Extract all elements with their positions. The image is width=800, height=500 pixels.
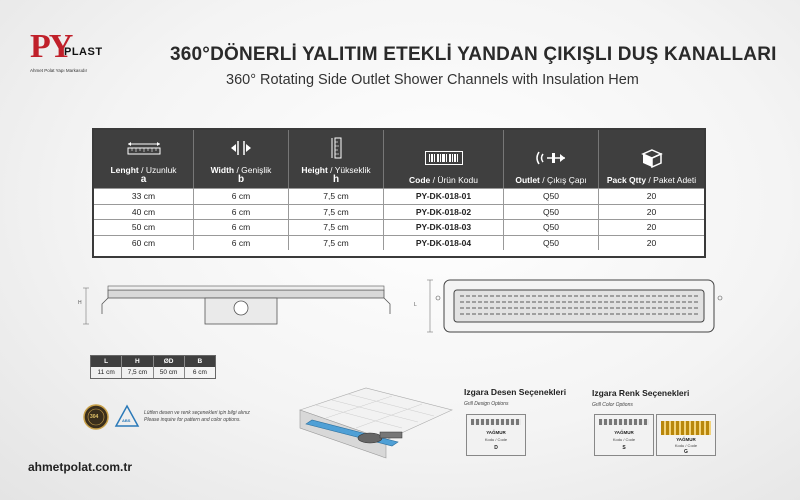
grill-color-code-label: Kodu / Code [674,443,698,448]
cell-height: 7,5 cm [289,189,384,204]
header-width [194,130,289,188]
note-text [144,410,304,424]
header-outlet [504,130,599,188]
grill-gold-swatch [661,421,711,435]
logo-word: PLAST [64,46,103,58]
table-row [94,204,704,220]
cell-pack: 20 [646,191,657,202]
ruler-icon [126,137,162,159]
cell-outlet: Q50 [504,236,599,251]
header-pack-en: Pack Qtty [606,175,647,185]
cell-pack: 20 [646,237,657,248]
height-ruler-icon [329,137,343,159]
abs-recycle-icon [116,406,138,426]
cell-code: PY-DK-018-02 [384,205,504,220]
note-tr: Lütfen desen ve renk seçenekleri için bilgi alınız [144,410,250,416]
header-height-en: Height [301,165,328,175]
cell-outlet: Q50 [504,220,599,235]
header-length-letter: a [140,174,147,185]
logo-subtitle: Ahmet Polat Yapı Markasıdır [30,68,88,73]
cell-outlet: Q50 [504,205,599,220]
dim-header-l: L [91,356,122,367]
header-code-en: Code [409,175,431,185]
header-length [94,130,194,188]
grill-design-name: YAĞMUR [486,430,506,435]
dimension-table [90,355,216,379]
table-row [94,235,704,251]
material-badges [82,402,142,432]
table-row [94,219,704,235]
header-length-tr: / Uzunluk [138,165,177,175]
logo-mark: PY [30,28,72,65]
grill-color-code-label: Kodu / Code [612,437,636,442]
header-pack [599,130,704,188]
grill-design-subtitle: Grill Design Options [464,401,509,407]
cell-outlet: Q50 [504,189,599,204]
badge-abs-label: ABS [122,418,131,423]
table-row [94,188,704,204]
header-pack-tr: / Paket Adeti [646,175,697,185]
grill-design-code-label: Kodu / Code [484,437,508,442]
cell-height: 7,5 cm [289,205,384,220]
grill-color-option-gold[interactable] [656,414,716,456]
cell-width: 6 cm [194,205,289,220]
grill-color-name: YAĞMUR [676,437,696,442]
grill-color-subtitle: Grill Color Options [592,402,633,408]
header-width-en: Width [210,165,235,175]
cell-pack: 20 [646,206,657,217]
top-view-drawing [420,272,730,342]
grill-color-option-steel[interactable] [594,414,654,456]
note-en: Please inquire for pattern and color options. [144,417,241,423]
header-height [289,130,384,188]
dim-header-b: B [197,358,203,365]
grill-design-code: D [494,445,498,451]
dim-header-h: H [122,356,153,367]
width-arrows-icon [229,137,253,159]
header-length-en: Lenght [110,165,139,175]
dim-header-d: ØD [154,356,185,367]
dim-value-d: 50 cm [154,367,185,378]
grill-pattern-swatch [471,419,521,425]
dim-value-h: 7,5 cm [122,367,153,378]
dim-value-l: 11 cm [91,367,122,378]
header-height-letter: h [332,174,340,185]
barcode-icon [425,147,463,169]
cell-height: 7,5 cm [289,220,384,235]
installation-illustration [296,380,456,460]
top-length-label: L [414,302,417,308]
header-height-tr: / Yükseklik [327,165,371,175]
cell-code: PY-DK-018-03 [384,220,504,235]
grill-color-name: YAĞMUR [614,430,634,435]
grill-color-code: S [622,445,626,451]
side-height-label: H [78,300,82,306]
cell-length: 33 cm [94,189,194,204]
badge-304-label: 304 [90,414,99,420]
page-title-en: 360° Rotating Side Outlet Shower Channels with Insulation Hem [226,72,639,88]
dim-value-b: 6 cm [192,369,207,376]
cell-length: 60 cm [94,236,194,251]
brand-logo [30,30,140,80]
cell-width: 6 cm [194,189,289,204]
grill-color-code: G [684,449,688,455]
spec-table [92,128,706,258]
page-title-tr: 360°DÖNERLİ YALITIM ETEKLİ YANDAN ÇIKIŞLI DUŞ KANALLARI [170,44,777,65]
grill-design-title: Izgara Desen Seçenekleri [464,387,567,397]
box-icon [641,147,663,169]
cell-width: 6 cm [194,220,289,235]
header-outlet-en: Outlet [515,175,540,185]
cell-length: 50 cm [94,220,194,235]
cell-code: PY-DK-018-04 [384,236,504,251]
header-width-tr: / Genişlik [234,165,272,175]
cell-pack: 20 [646,222,657,233]
grill-design-option[interactable] [466,414,526,456]
grill-steel-swatch [599,419,649,425]
cell-code: PY-DK-018-01 [384,189,504,204]
grill-color-title: Izgara Renk Seçenekleri [592,388,690,398]
spec-table-header [94,130,704,188]
header-outlet-tr: / Çıkış Çapı [539,175,587,185]
outlet-pipe-icon [534,147,568,169]
dimension-header-row [91,356,215,367]
side-view-drawing [80,278,400,333]
dimension-value-row [91,367,215,378]
website-link[interactable]: ahmetpolat.com.tr [28,460,133,474]
header-width-letter: b [237,174,245,185]
cell-width: 6 cm [194,236,289,251]
cell-length: 40 cm [94,205,194,220]
cell-height: 7,5 cm [289,236,384,251]
header-code-tr: / Ürün Kodu [430,175,478,185]
header-code [384,130,504,188]
